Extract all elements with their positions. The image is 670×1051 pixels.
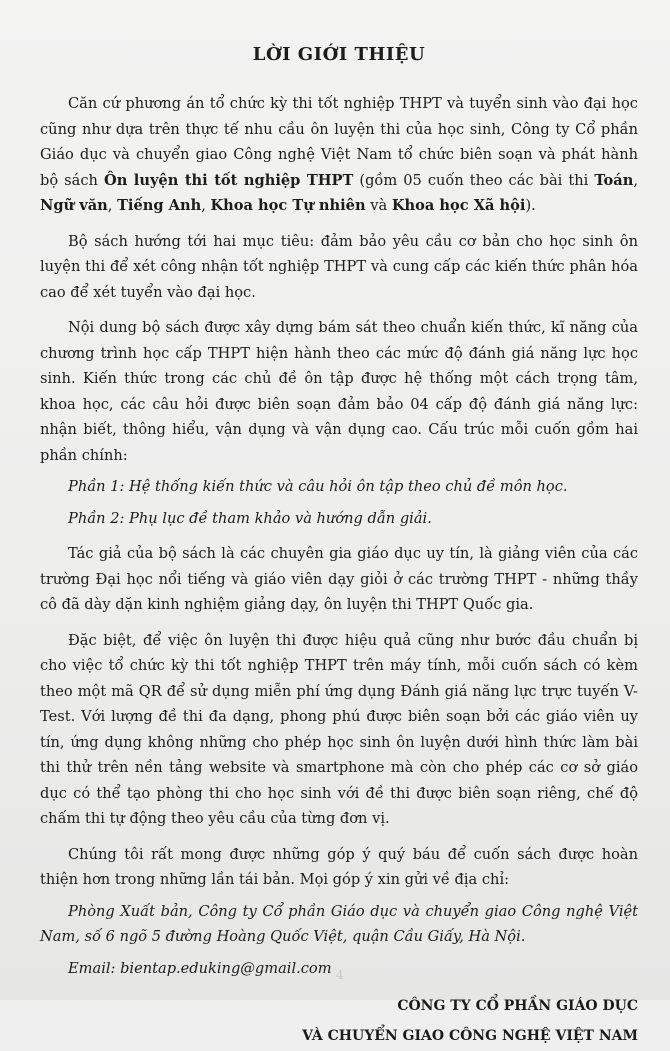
subject-social-science: Khoa học Xã hội — [391, 197, 526, 214]
signature-line-2: VÀ CHUYỂN GIAO CÔNG NGHỆ VIỆT NAM — [302, 1028, 638, 1044]
subject-literature: Ngữ văn — [40, 197, 108, 214]
part-2-item: Phần 2: Phụ lục đề tham khảo và hướng dẫn giải. — [68, 509, 432, 527]
intro-paragraph — [40, 91, 638, 219]
separator: , — [201, 197, 211, 214]
separator: ). — [525, 197, 536, 214]
series-name: Ôn luyện thi tốt nghiệp THPT — [103, 171, 354, 189]
subject-math: Toán — [594, 171, 634, 189]
vtest-paragraph: Đặc biệt, để việc ôn luyện thi được hiệu quả cũng như bước đầu chuẩn bị cho việc tổ chức kỳ thi tốt nghiệp THPT trên máy tính, mỗi cuốn sách có kèm theo một mã QR để sử dụng miễn phí ứng dụng Đánh giá năng lực trực tuyến V-Test. Với lượng đề thi đa dạng, phong phú được biên soạn bởi các giáo viên uy tín, ứng dụng không những cho phép học sinh ôn luyện dưới hình thức làm bài thi thử trên nền tảng website và smartphone mà còn cho phép các cơ sở giáo dục có thể tạo phòng thi cho học sinh với đề thi được biên soạn riêng, chế độ chấm thi tự động theo yêu cầu của từng đơn vị. — [40, 631, 638, 827]
separator: và — [365, 197, 392, 214]
subject-english: Tiếng Anh — [117, 197, 202, 214]
email-text: Email: bientap.eduking@gmail.com — [68, 959, 332, 977]
intro-text: Căn cứ phương án tổ chức kỳ thi tốt nghiệp THPT và tuyển sinh vào đại học cũng như dựa trên thực tế nhu cầu ôn luyện thi của học sinh, Công ty Cổ phần Giáo dục và chuyển giao Công nghệ Việt Nam tổ chức biên soạn và phát hành bộ sách — [40, 95, 638, 189]
feedback-paragraph: Chúng tôi rất mong được những góp ý quý báu để cuốn sách được hoàn thiện hơn trong những lần tái bản. Mọi góp ý xin gửi về địa chỉ: — [40, 845, 638, 888]
subject-natural-science: Khoa học Tự nhiên — [210, 197, 366, 214]
separator: , — [107, 197, 118, 214]
address-text: Phòng Xuất bản, Công ty Cổ phần Giáo dục và chuyển giao Công nghệ Việt Nam, số 6 ngõ 5 đường Hoàng Quốc Việt, quận Cầu Giấy, Hà Nội. — [40, 902, 638, 945]
signature-block — [40, 991, 638, 1051]
page-number: 4 — [336, 968, 344, 982]
part-1-item: Phần 1: Hệ thống kiến thức và câu hỏi ôn tập theo chủ đề môn học. — [68, 478, 568, 495]
page-title: LỜI GIỚI THIỆU — [252, 44, 426, 65]
goals-paragraph: Bộ sách hướng tới hai mục tiêu: đảm bảo yêu cầu cơ bản cho học sinh ôn luyện thi để xét công nhận tốt nghiệp THPT và cung cấp các kiến thức phân hóa cao để xét tuyển vào đại học. — [40, 232, 638, 301]
content-paragraph: Nội dung bộ sách được xây dựng bám sát theo chuẩn kiến thức, kĩ năng của chương trình học cấp THPT hiện hành theo các mức độ đánh giá năng lực học sinh. Kiến thức trong các chủ đề ôn tập được hệ thống một cách trọng tâm, khoa học, các câu hỏi được biên soạn đảm bảo 04 cấp độ đánh giá năng lực: nhận biết, thông hiểu, vận dụng và vận dụng cao. Cấu trúc mỗi cuốn gồm hai phần chính: — [40, 319, 638, 464]
signature-line-1: CÔNG TY CỔ PHẦN GIÁO DỤC — [397, 998, 638, 1014]
intro-text-2: (gồm 05 cuốn theo các bài thi — [353, 171, 595, 189]
separator: , — [633, 171, 639, 189]
authors-paragraph: Tác giả của bộ sách là các chuyên gia giáo dục uy tín, là giảng viên của các trường Đại học nổi tiếng và giáo viên dạy giỏi ở các trường THPT - những thầy cô đã dày dặn kinh nghiệm giảng dạy, ôn luyện thi THPT Quốc gia. — [40, 545, 638, 613]
